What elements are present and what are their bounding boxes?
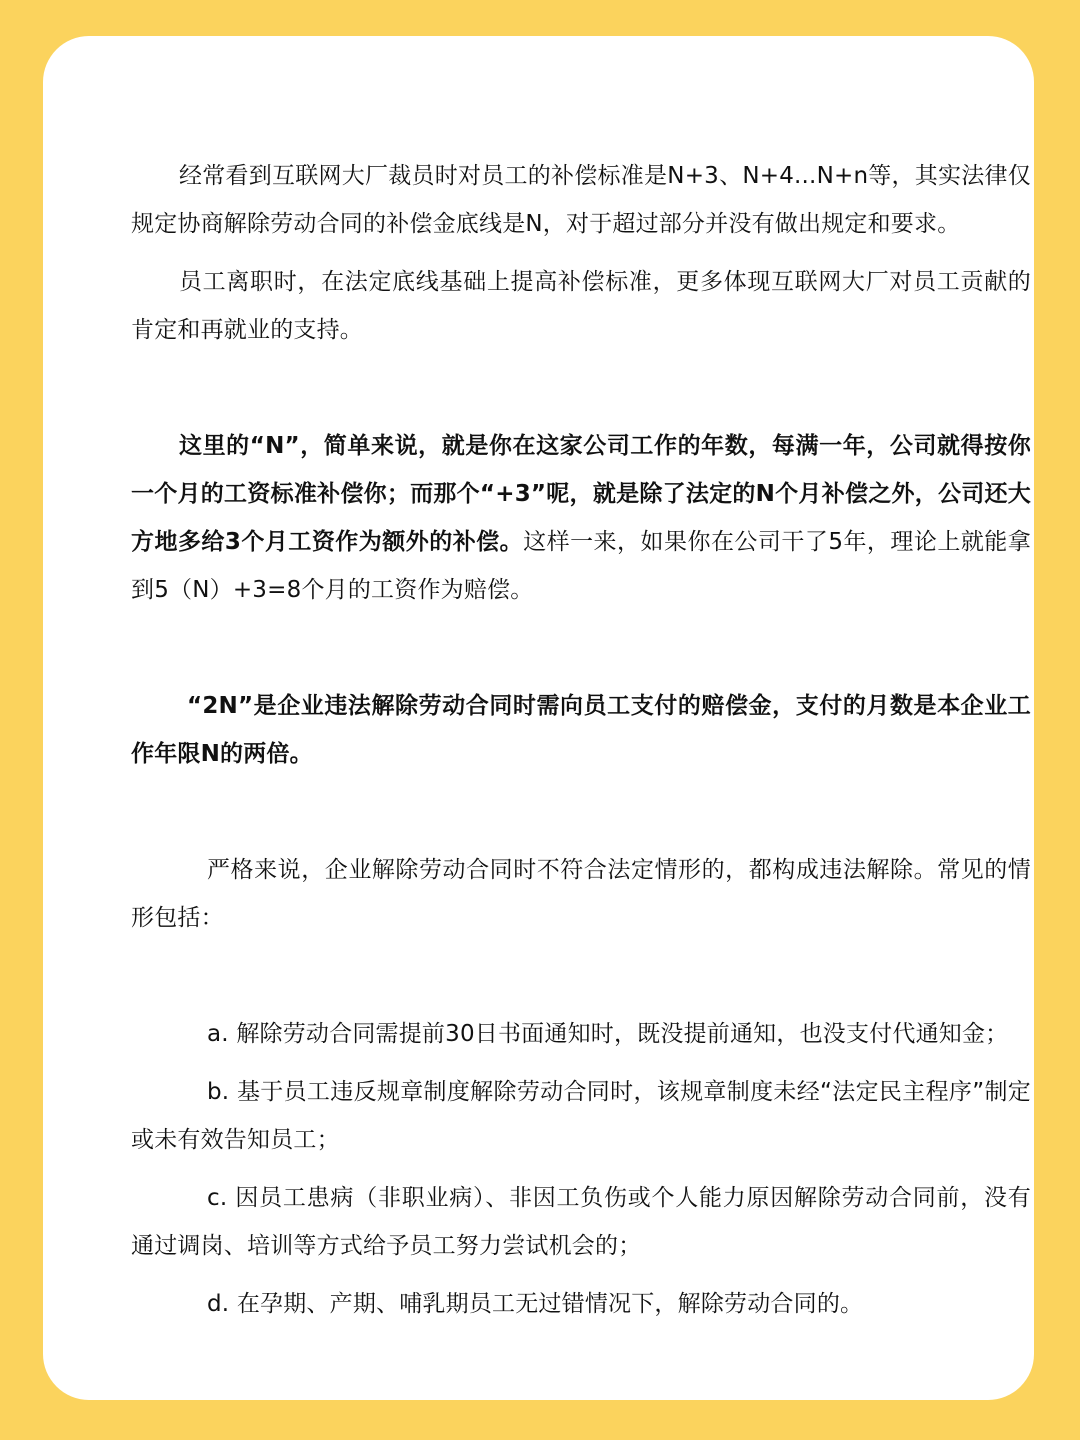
article-body xyxy=(131,152,1031,1328)
illegal-cases-list xyxy=(131,1010,1031,1328)
case-item-b: b. 基于员工违反规章制度解除劳动合同时，该规章制度未经“法定民主程序”制定或未有效告知员工； xyxy=(131,1079,1031,1153)
n-explanation-example-text: 这样一来，如果你在公司干了5年，理论上就能拿到5（N）+3=8个月的工资作为赔偿。 xyxy=(131,529,1031,603)
case-item-d: d. 在孕期、产期、哺乳期员工无过错情况下，解除劳动合同的。 xyxy=(207,1291,864,1317)
content-card xyxy=(43,36,1034,1400)
n-explanation-bold-text: 这里的“N”，简单来说，就是你在这家公司工作的年数，每满一年，公司就得按你一个月的工资标准补偿你；而那个“+3”呢，就是除了法定的N个月补偿之外，公司还大方地多给3个月工资作为额外的补偿。 xyxy=(131,433,1031,555)
n-explanation-paragraph xyxy=(131,422,1031,614)
intro-paragraph: 经常看到互联网大厂裁员时对员工的补偿标准是N+3、N+4...N+n等，其实法律仅规定协商解除劳动合同的补偿金底线是N，对于超过部分并没有做出规定和要求。 xyxy=(131,163,1031,237)
illegal-intro-paragraph: 严格来说，企业解除劳动合同时不符合法定情形的，都构成违法解除。常见的情形包括： xyxy=(131,857,1031,931)
case-item-c: c. 因员工患病（非职业病）、非因工负伤或个人能力原因解除劳动合同前，没有通过调岗、培训等方式给予员工努力尝试机会的； xyxy=(131,1185,1031,1259)
case-item-a: a. 解除劳动合同需提前30日书面通知时，既没提前通知，也没支付代通知金； xyxy=(207,1021,1009,1047)
two-n-definition-paragraph: “2N”是企业违法解除劳动合同时需向员工支付的赔偿金，支付的月数是本企业工作年限N的两倍。 xyxy=(131,693,1031,767)
context-paragraph: 员工离职时，在法定底线基础上提高补偿标准，更多体现互联网大厂对员工贡献的肯定和再就业的支持。 xyxy=(131,269,1031,343)
